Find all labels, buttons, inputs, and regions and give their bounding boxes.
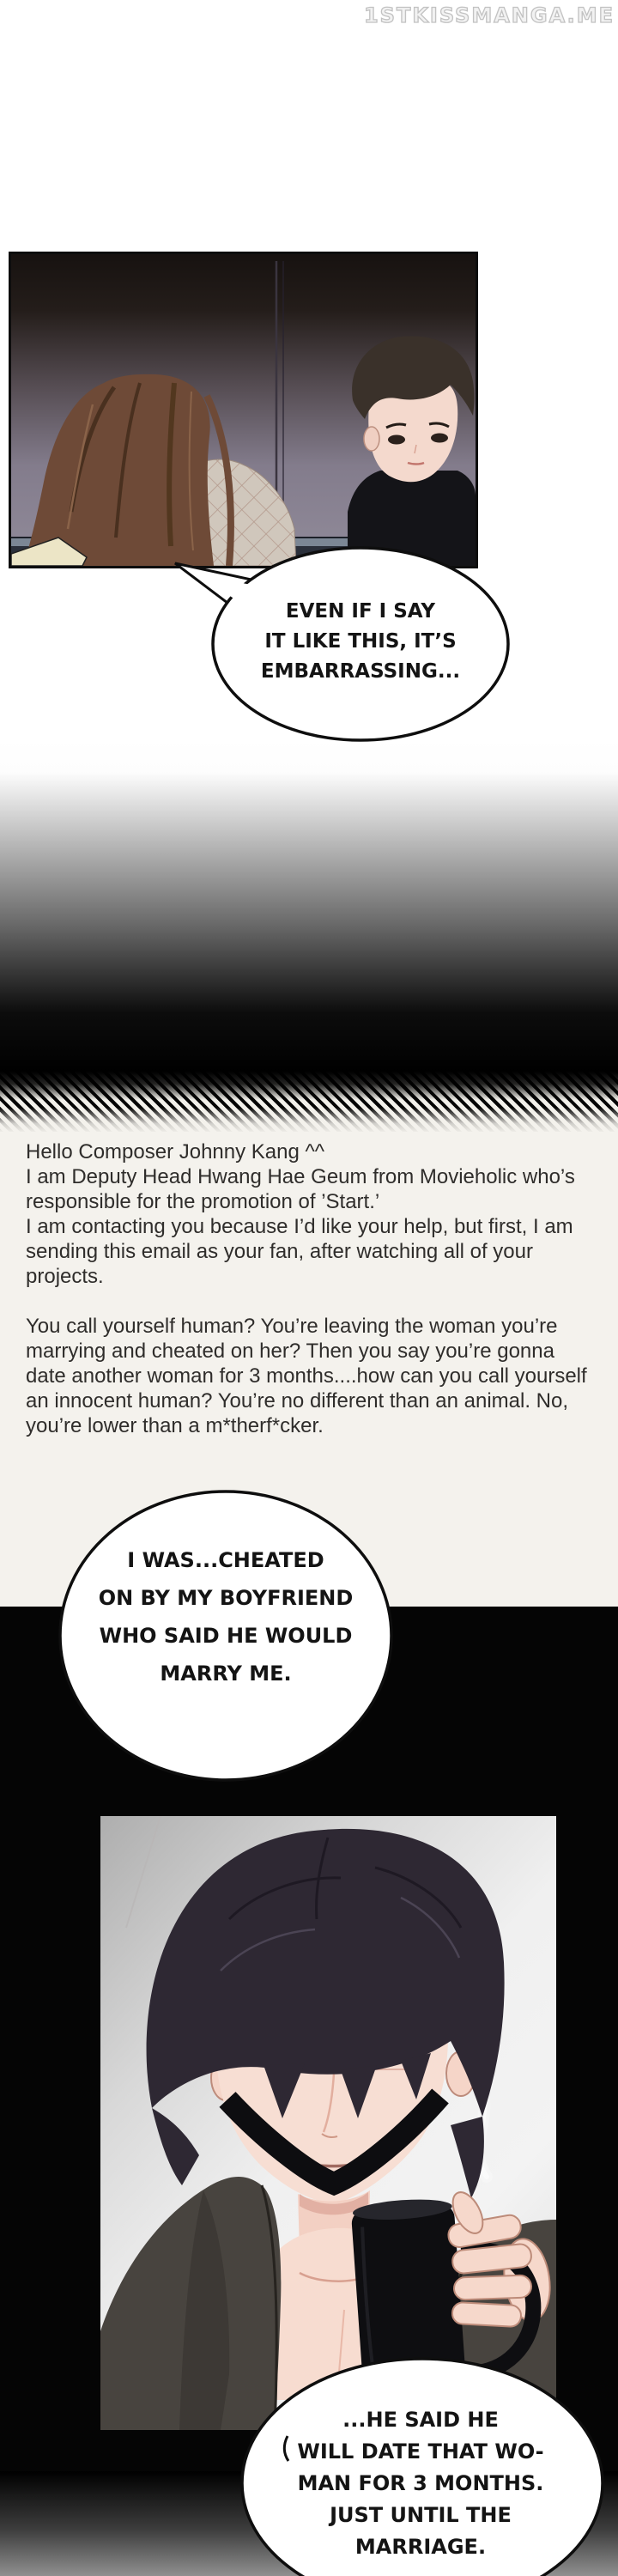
bubble-line: MARRY ME. [160,1662,292,1686]
email-line: Hello Composer Johnny Kang ^^ [26,1140,325,1163]
man-ear [364,427,379,451]
bubble-line: EMBARRASSING... [260,660,461,683]
bubble-2-text [67,1541,385,1692]
man-eye [431,434,448,443]
email-line: marrying and cheated on her? Then you say you’re gonna [26,1340,554,1363]
email-line: projects. [26,1265,104,1288]
bubble-line: IT LIKE THIS, IT’S [264,630,457,653]
bubble-line: ON BY MY BOYFRIEND [98,1586,354,1610]
email-line: responsible for the promotion of ’Start.’ [26,1190,380,1213]
site-watermark: 1STKISSMANGA.ME [363,3,615,27]
email-line: I am Deputy Head Hwang Hae Geum from Movieholic who’s [26,1165,575,1188]
bubble-1-text [215,597,506,687]
email-line: you’re lower than a m*therf*cker. [26,1414,324,1437]
fade-to-black-gradient [0,738,618,1073]
finger [451,2302,521,2327]
finger [454,2275,532,2300]
man-eye [388,435,405,445]
email-line: You call yourself human? You’re leaving the woman you’re [26,1315,558,1338]
email-line: I am contacting you because I’d like your help, but first, I am [26,1215,573,1238]
email-line: date another woman for 3 months....how can you call yourself [26,1364,587,1388]
email-line: an innocent human? You’re no different than an animal. No, [26,1389,569,1413]
bubble-line: I WAS...CHEATED [127,1548,324,1572]
email-paragraph-insult [26,1314,597,1438]
bubble-line: WHO SAID HE WOULD [99,1624,353,1648]
panel1-art [11,254,476,566]
bubble-line: JUST UNTIL THE [330,2503,512,2527]
bubble-line: EVEN IF I SAY [285,600,436,623]
bubble-line: MARRIAGE. [354,2535,487,2559]
email-paragraph-greeting [26,1139,597,1289]
bubble-line: WILL DATE THAT WO- [297,2439,544,2464]
panel-scene-couple [9,252,478,568]
email-line: sending this email as your fan, after watching all of your [26,1240,533,1263]
bubble-line: ...HE SAID HE [342,2408,499,2432]
panel-scene-man-mug [100,1816,556,2430]
diagonal-stripe-transition [0,1072,618,1133]
bubble-3-text [258,2404,584,2563]
panel2-art [100,1816,556,2430]
bubble-line: MAN FOR 3 MONTHS. [297,2471,544,2495]
